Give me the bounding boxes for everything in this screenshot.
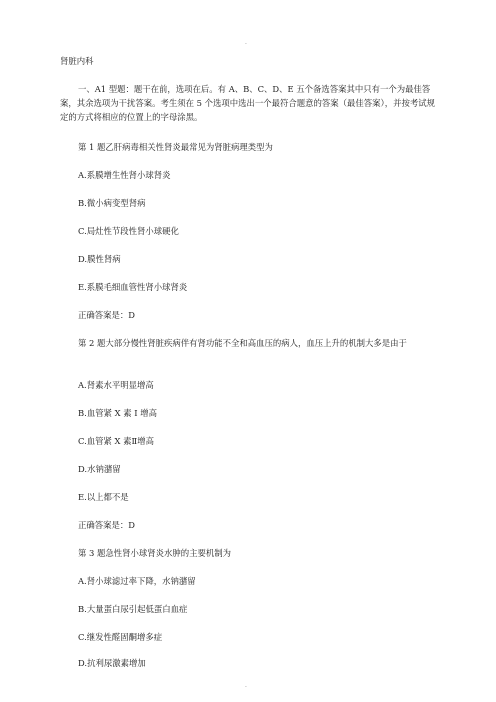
question-3-option-d: D.抗利尿激素增加 xyxy=(78,658,146,668)
question-1-option-c: C.局灶性节段性肾小球硬化 xyxy=(78,226,179,236)
question-3-option-c: C.继发性醛固酮增多症 xyxy=(78,632,163,642)
page-top-mark: . xyxy=(245,39,247,46)
question-2-option-c: C.血管紧 X 素Ⅱ增高 xyxy=(78,436,154,446)
question-2-option-d: D.水钠潴留 xyxy=(78,464,121,474)
question-3-option-b: B.大量蛋白尿引起低蛋白血症 xyxy=(78,604,188,614)
question-2-option-a: A.肾素水平明显增高 xyxy=(78,380,154,390)
question-3-option-a: A.肾小球滤过率下降，水钠潴留 xyxy=(78,576,196,586)
question-1-answer: 正确答案是：D xyxy=(78,310,135,320)
question-2-stem: 第 2 题大部分慢性肾脏疾病伴有肾功能不全和高血压的病人，血压上升的机制大多是由于 xyxy=(78,338,407,348)
question-2-answer: 正确答案是：D xyxy=(78,520,135,530)
question-1-option-a: A.系膜增生性肾小球肾炎 xyxy=(78,170,171,180)
question-2-option-b: B.血管紧 X 素 I 增高 xyxy=(78,408,157,418)
page-bottom-mark: . xyxy=(245,682,247,689)
question-3-stem: 第 3 题急性肾小球肾炎水肿的主要机制为 xyxy=(78,548,232,558)
question-1-option-d: D.膜性肾病 xyxy=(78,254,121,264)
section-title: 肾脏内科 xyxy=(60,56,94,66)
question-1-option-b: B.微小病变型肾病 xyxy=(78,198,146,208)
question-1-stem: 第 1 题乙肝病毒相关性肾炎最常见为肾脏病理类型为 xyxy=(78,142,273,152)
instructions-paragraph: 一、A1 型题：题干在前，选项在后。有 A、B、C、D、E 五个备选答案其中只有一个为最佳答案，其余选项为干扰答案。考生须在 5 个选项中选出一个最符合题意的答案（最佳答案），并按考试规定的方式将相应的位置上的字母涂黑。 xyxy=(60,84,435,122)
question-2-option-e: E.以上都不是 xyxy=(78,492,129,502)
question-1-option-e: E.系膜毛细血管性肾小球肾炎 xyxy=(78,282,188,292)
